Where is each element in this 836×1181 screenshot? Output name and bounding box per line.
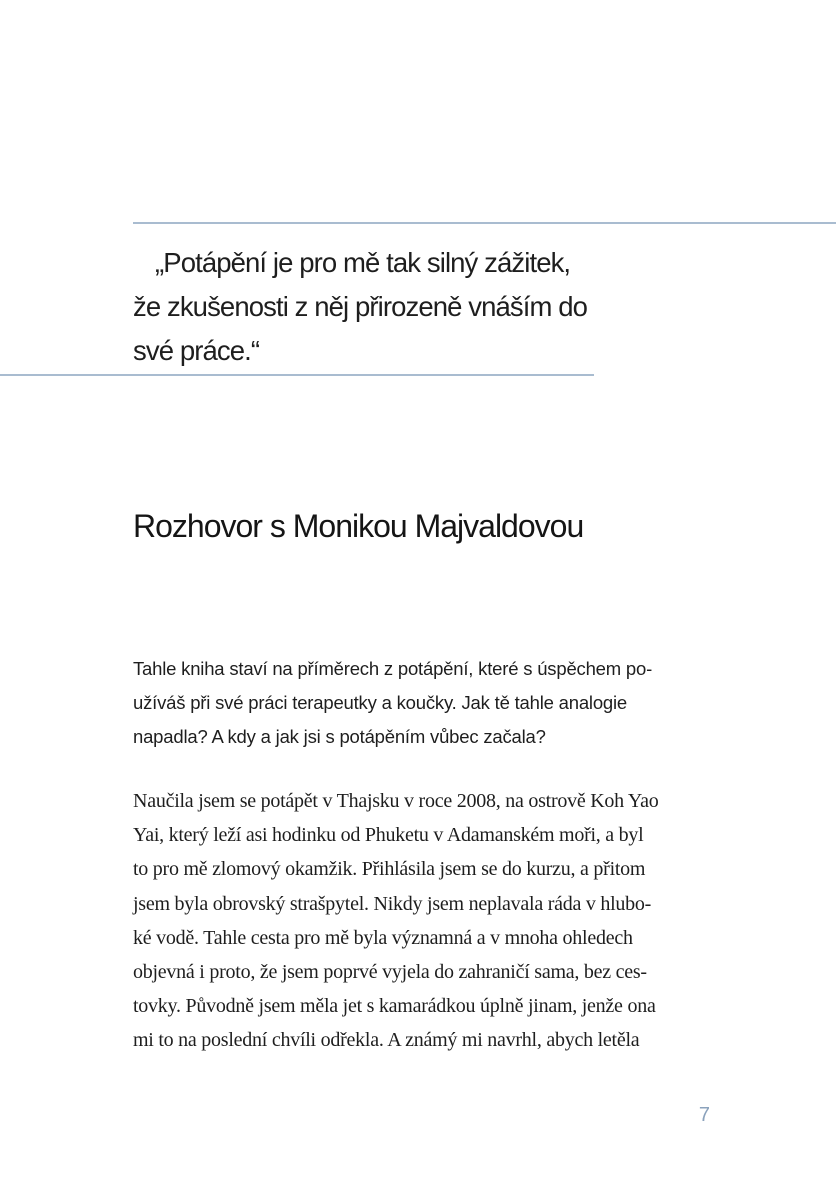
answer-line: Naučila jsem se potápět v Thajsku v roce 2008, na ostrově Koh Yao [133, 790, 659, 812]
answer-line: objevná i proto, že jsem poprvé vyjela do zahraničí sama, bez ces- [133, 961, 647, 984]
answer-line: tovky. Původně jsem měla jet s kamarádkou úplně jinam, jenže ona [133, 995, 656, 1018]
pull-quote-line: „Potápění je pro mě tak silný zážitek, [155, 247, 571, 278]
pull-quote-line: že zkušenosti z něj přirozeně vnáším do [133, 291, 588, 322]
pull-quote [133, 241, 603, 373]
pull-quote-line: své práce.“ [133, 335, 260, 366]
answer-line: mi to na poslední chvíli odřekla. A známý mi navrhl, abych letěla [133, 1029, 640, 1052]
answer-line: ké vodě. Tahle cesta pro mě byla významná a v mnoha ohledech [133, 926, 633, 949]
interview-question [133, 652, 708, 754]
quote-top-rule [133, 222, 836, 224]
page-number: 7 [698, 1104, 710, 1126]
interview-heading: Rozhovor s Monikou Majvaldovou [133, 508, 584, 544]
question-line: Tahle kniha staví na příměrech z potápění, které s úspěchem po- [133, 658, 653, 679]
answer-line: to pro mě zlomový okamžik. Přihlásila jsem se do kurzu, a přitom [133, 858, 646, 881]
interview-answer [133, 784, 708, 1058]
question-line: napadla? A kdy a jak jsi s potápěním vůbec začala? [133, 726, 546, 747]
quote-bottom-rule [0, 374, 594, 376]
answer-line: jsem byla obrovský strašpytel. Nikdy jsem neplavala ráda v hlubo- [133, 892, 652, 915]
answer-line: Yai, který leží asi hodinku od Phuketu v Adamanském moři, a byl [133, 824, 644, 847]
question-line: užíváš při své práci terapeutky a koučky. Jak tě tahle analogie [133, 692, 628, 713]
